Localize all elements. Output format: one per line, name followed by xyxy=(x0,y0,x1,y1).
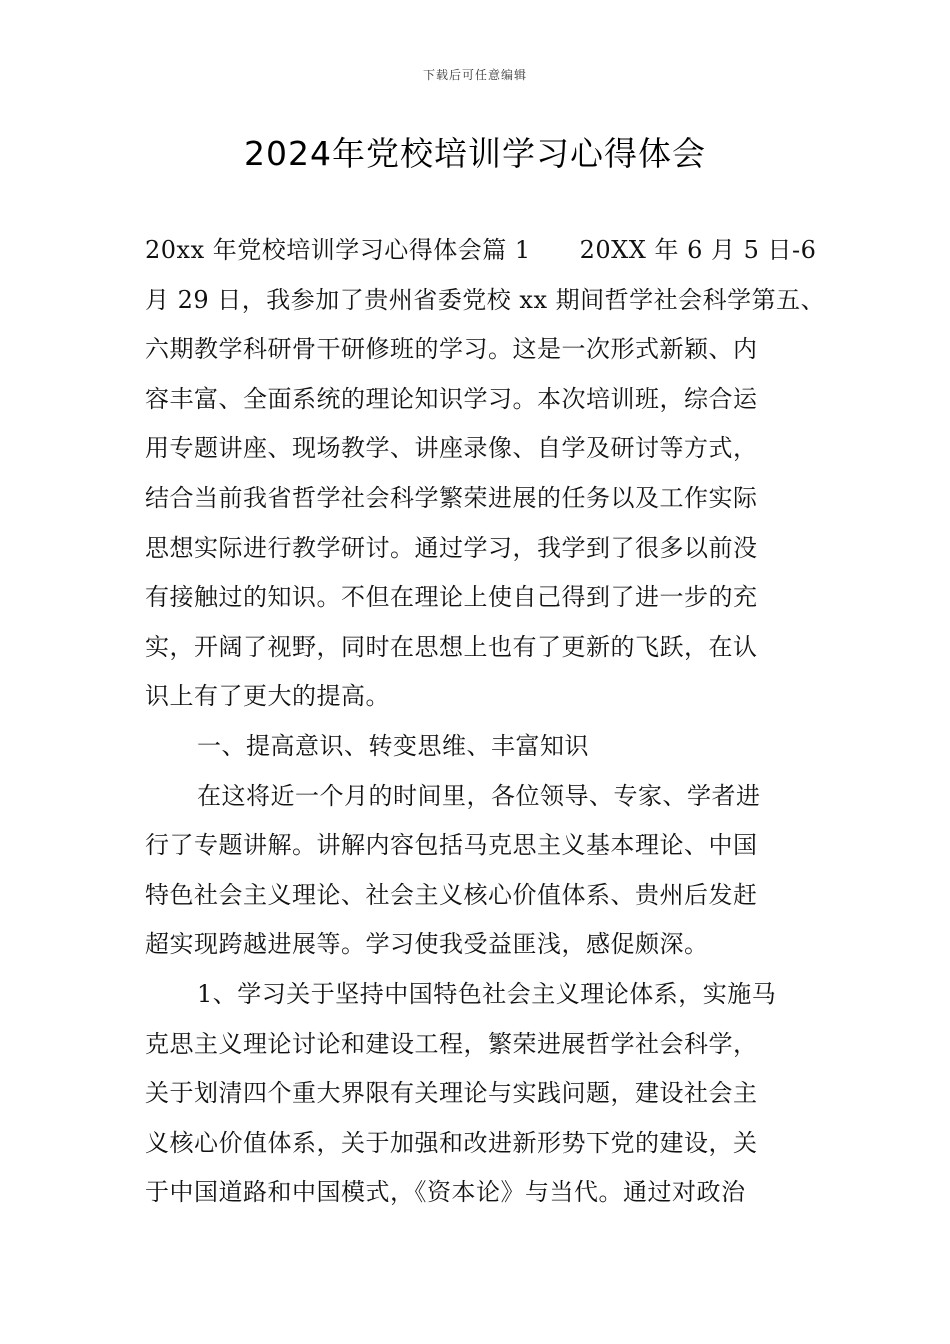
body-line: 义核心价值体系，关于加强和改进新形势下党的建设，关 xyxy=(145,1128,758,1157)
body-line: 行了专题讲解。讲解内容包括马克思主义基本理论、中国 xyxy=(145,831,758,860)
body-line: 20xx 年党校培训学习心得体会篇 1 20XX 年 6 月 5 日-6 xyxy=(145,236,817,264)
body-line: 关于划清四个重大界限有关理论与实践问题，建设社会主 xyxy=(145,1079,758,1108)
body-line: 用专题讲座、现场教学、讲座录像、自学及研讨等方式， xyxy=(145,434,758,463)
body-line: 月 29 日，我参加了贵州省委党校 xx 期间哲学社会科学第五、 xyxy=(145,285,826,314)
body-line: 在这将近一个月的时间里，各位领导、专家、学者进 xyxy=(197,781,761,810)
header-note: 下载后可任意编辑 xyxy=(422,68,527,82)
body-line: 思想实际进行教学研讨。通过学习，我学到了很多以前没 xyxy=(145,533,758,562)
document-body xyxy=(145,226,826,1218)
body-line: 有接触过的知识。不但在理论上使自己得到了进一步的充 xyxy=(145,583,758,612)
body-line: 于中国道路和中国模式，《资本论》与当代。通过对政治 xyxy=(145,1178,746,1207)
body-line: 克思主义理论讨论和建设工程，繁荣进展哲学社会科学， xyxy=(145,1029,758,1058)
section-heading: 一、提高意识、转变思维、丰富知识 xyxy=(197,731,589,760)
body-line: 特色社会主义理论、社会主义核心价值体系、贵州后发赶 xyxy=(145,880,758,909)
body-line: 超实现跨越进展等。学习使我受益匪浅，感促颇深。 xyxy=(145,930,709,959)
body-line: 识上有了更大的提高。 xyxy=(145,682,390,711)
document-title: 2024年党校培训学习心得体会 xyxy=(244,134,706,173)
body-line: 六期教学科研骨干研修班的学习。这是一次形式新颖、内 xyxy=(145,335,758,364)
body-line: 实，开阔了视野，同时在思想上也有了更新的飞跃，在认 xyxy=(145,632,758,661)
body-line: 1、学习关于坚持中国特色社会主义理论体系，实施马 xyxy=(197,979,777,1008)
body-line: 容丰富、全面系统的理论知识学习。本次培训班，综合运 xyxy=(145,384,758,413)
body-line: 结合当前我省哲学社会科学繁荣进展的任务以及工作实际 xyxy=(145,483,758,512)
